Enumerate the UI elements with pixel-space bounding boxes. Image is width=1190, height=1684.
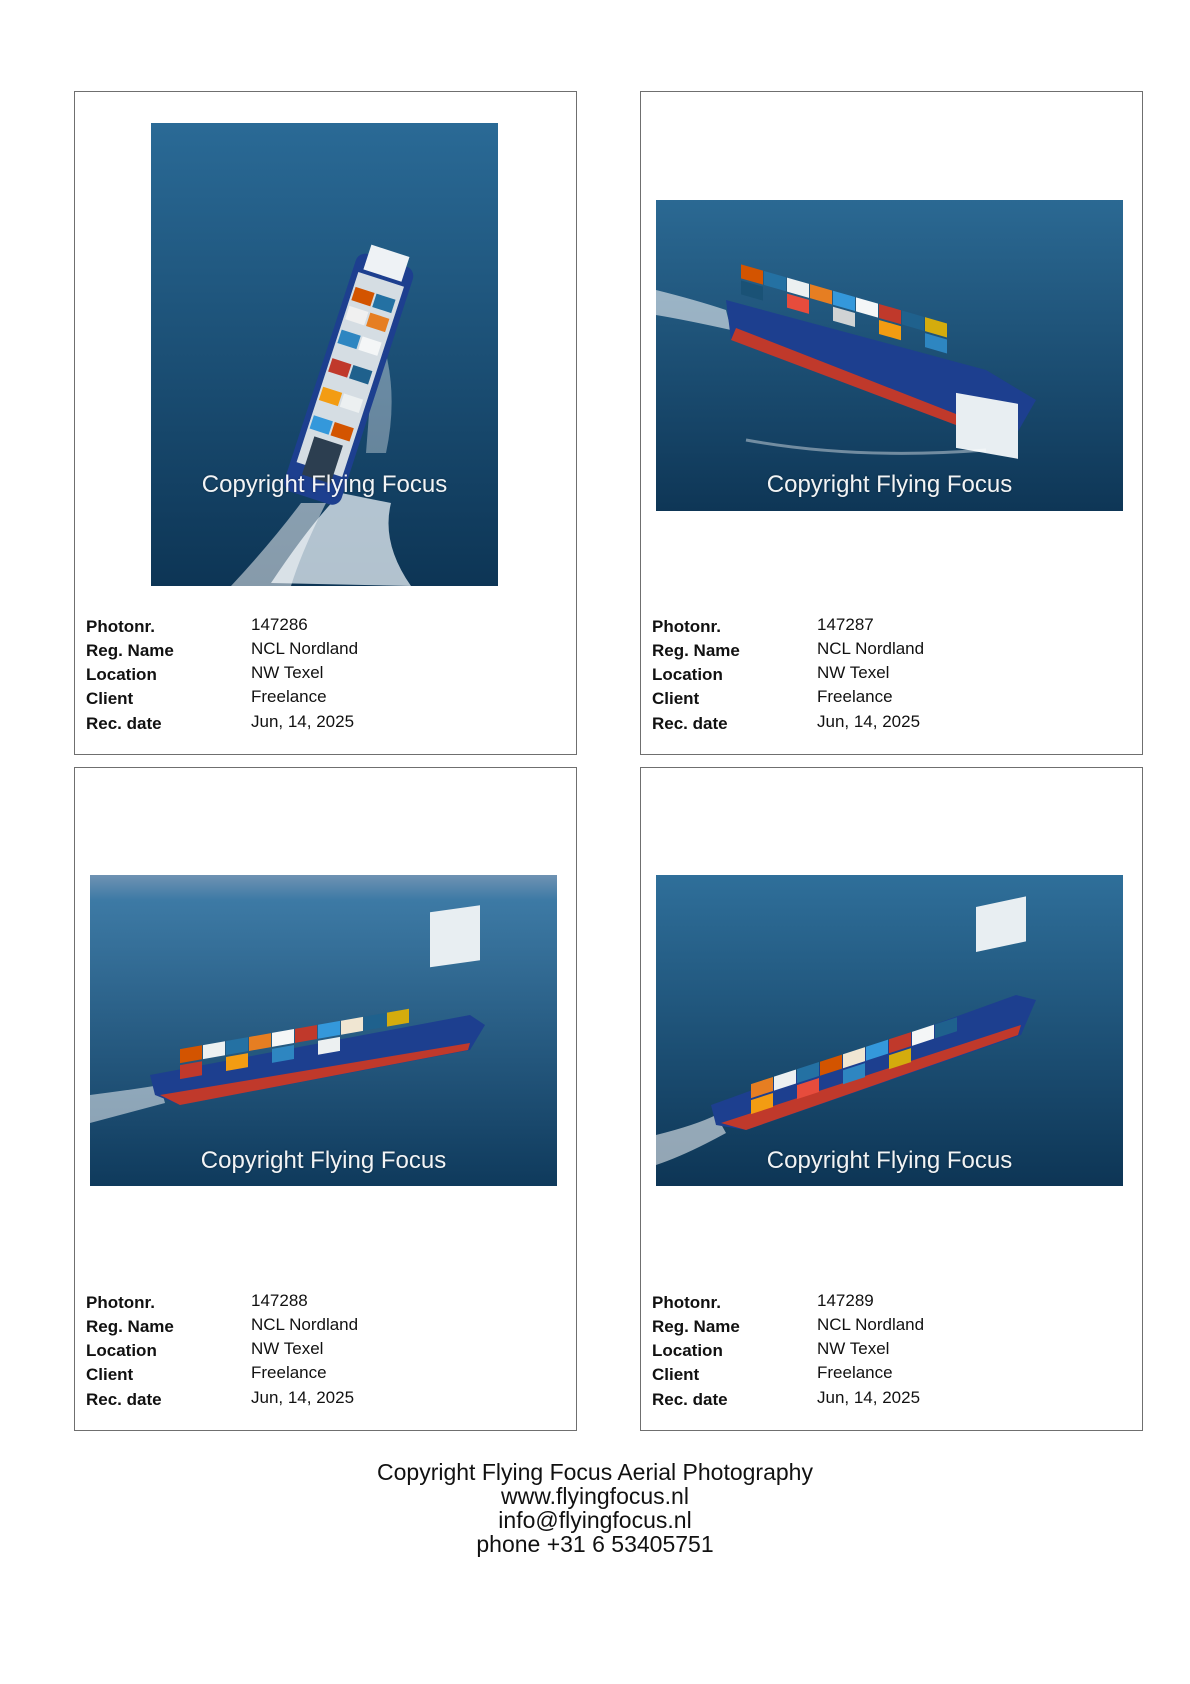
client-label: Client [86, 1365, 134, 1385]
reg-name-value: NCL Nordland [251, 1314, 359, 1334]
photo-details [652, 613, 924, 734]
client-label: Client [652, 689, 700, 709]
photonr-label: Photonr. [86, 616, 155, 636]
rec-date-label: Rec. date [652, 1389, 728, 1409]
photo-details [86, 1289, 358, 1410]
copyright-watermark: Copyright Flying Focus [200, 1147, 447, 1174]
location-label: Location [652, 665, 723, 685]
footer-copyright: Copyright Flying Focus Aerial Photography [377, 1459, 813, 1485]
photonr-value: 147287 [817, 614, 874, 634]
rec-date-label: Rec. date [86, 1389, 162, 1409]
photo-card [640, 91, 1143, 755]
ship-photo-image [656, 200, 1123, 511]
client-value: Freelance [817, 687, 893, 707]
ship-photo[interactable] [656, 875, 1123, 1186]
ship-photo[interactable] [151, 123, 498, 586]
reg-name-value: NCL Nordland [251, 638, 359, 658]
reg-name-value: NCL Nordland [817, 1314, 925, 1334]
location-value: NW Texel [817, 1339, 890, 1359]
photo-card [640, 767, 1143, 1431]
ship-photo-image [656, 875, 1123, 1186]
location-label: Location [86, 665, 157, 685]
reg-name-label: Reg. Name [652, 640, 740, 660]
photonr-value: 147288 [251, 1290, 308, 1310]
ship-photo[interactable] [90, 875, 557, 1186]
client-value: Freelance [251, 1363, 327, 1383]
location-label: Location [86, 1341, 157, 1361]
rec-date-value: Jun, 14, 2025 [251, 711, 355, 731]
photonr-label: Photonr. [652, 616, 721, 636]
photo-card [74, 91, 577, 755]
rec-date-label: Rec. date [86, 713, 162, 733]
reg-name-label: Reg. Name [86, 1316, 174, 1336]
photonr-value: 147289 [817, 1290, 874, 1310]
rec-date-value: Jun, 14, 2025 [251, 1387, 355, 1407]
page-footer [0, 1460, 1190, 1556]
copyright-watermark: Copyright Flying Focus [201, 471, 448, 498]
rec-date-value: Jun, 14, 2025 [817, 711, 921, 731]
rec-date-label: Rec. date [652, 713, 728, 733]
location-value: NW Texel [251, 663, 324, 683]
location-value: NW Texel [251, 1339, 324, 1359]
reg-name-label: Reg. Name [86, 640, 174, 660]
photonr-value: 147286 [251, 614, 308, 634]
rec-date-value: Jun, 14, 2025 [817, 1387, 921, 1407]
ship-photo[interactable] [656, 200, 1123, 511]
footer-website-link[interactable]: www.flyingfocus.nl [501, 1483, 689, 1509]
copyright-watermark: Copyright Flying Focus [766, 1147, 1013, 1174]
client-label: Client [86, 689, 134, 709]
footer-phone: phone +31 6 53405751 [476, 1531, 714, 1557]
location-label: Location [652, 1341, 723, 1361]
photonr-label: Photonr. [652, 1292, 721, 1312]
photonr-label: Photonr. [86, 1292, 155, 1312]
copyright-watermark: Copyright Flying Focus [766, 471, 1013, 498]
photo-details [86, 613, 358, 734]
photo-details [652, 1289, 924, 1410]
client-value: Freelance [251, 687, 327, 707]
photo-card [74, 767, 577, 1431]
client-label: Client [652, 1365, 700, 1385]
ship-photo-image [151, 123, 498, 586]
footer-email-link[interactable]: info@flyingfocus.nl [498, 1507, 692, 1533]
reg-name-label: Reg. Name [652, 1316, 740, 1336]
location-value: NW Texel [817, 663, 890, 683]
ship-photo-image [90, 875, 557, 1186]
reg-name-value: NCL Nordland [817, 638, 925, 658]
client-value: Freelance [817, 1363, 893, 1383]
